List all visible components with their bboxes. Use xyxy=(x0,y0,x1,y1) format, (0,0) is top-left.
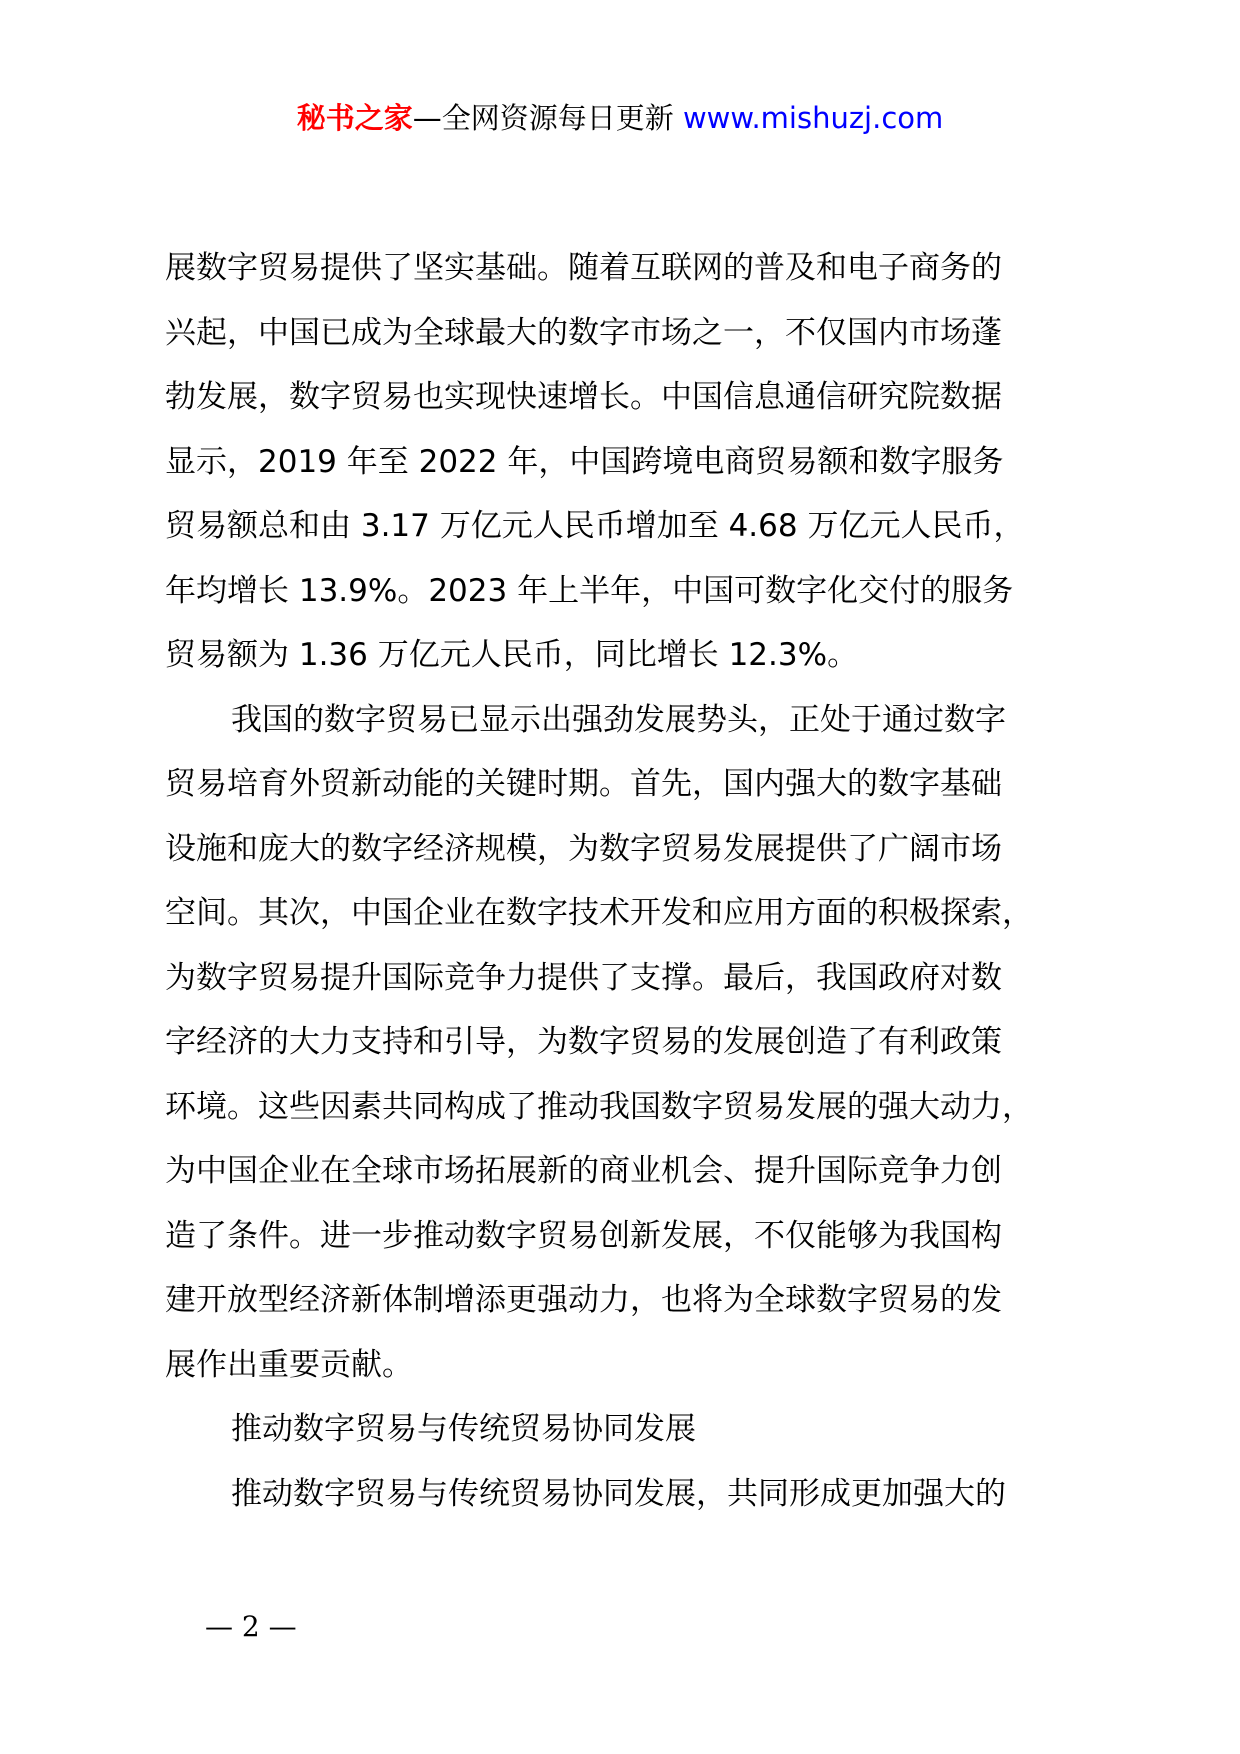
text-line: 显示，2019 年至 2022 年，中国跨境电商贸易额和数字服务 xyxy=(165,443,1004,480)
text-line: 推动数字贸易与传统贸易协同发展，共同形成更加强大的 xyxy=(231,1475,1006,1512)
text-line: 我国的数字贸易已显示出强劲发展势头，正处于通过数字 xyxy=(231,701,1006,738)
text-line: 展作出重要贡献。 xyxy=(165,1346,413,1383)
brand-name: 秘书之家 xyxy=(296,101,413,135)
page-header xyxy=(0,98,1240,138)
site-url-link[interactable]: www.mishuzj.com xyxy=(682,101,944,135)
text-line: 贸易额为 1.36 万亿元人民币，同比增长 12.3%。 xyxy=(165,637,859,673)
text-line: 贸易额总和由 3.17 万亿元人民币增加至 4.68 万亿元人民币， xyxy=(165,508,1025,544)
text-line: 环境。这些因素共同构成了推动我国数字贸易发展的强大动力， xyxy=(165,1088,1033,1125)
text-line: 建开放型经济新体制增添更强动力，也将为全球数字贸易的发 xyxy=(165,1282,1002,1318)
text-line: 年均增长 13.9%。2023 年上半年，中国可数字化交付的服务 xyxy=(165,572,1014,609)
text-line: 字经济的大力支持和引导，为数字贸易的发展创造了有利政策 xyxy=(165,1024,1002,1060)
text-line: 为中国企业在全球市场拓展新的商业机会、提升国际竞争力创 xyxy=(165,1153,1002,1189)
header-tagline: —全网资源每日更新 xyxy=(412,101,683,135)
document-body xyxy=(165,236,1125,1526)
page-number: — 2 — xyxy=(205,1610,297,1643)
text-line: 设施和庞大的数字经济规模，为数字贸易发展提供了广阔市场 xyxy=(165,830,1002,867)
text-line: 空间。其次，中国企业在数字技术开发和应用方面的积极探索， xyxy=(165,895,1033,931)
section-heading: 推动数字贸易与传统贸易协同发展 xyxy=(231,1411,696,1447)
text-line: 勃发展，数字贸易也实现快速增长。中国信息通信研究院数据 xyxy=(165,379,1002,415)
text-line: 兴起，中国已成为全球最大的数字市场之一，不仅国内市场蓬 xyxy=(165,314,1002,351)
text-line: 贸易培育外贸新动能的关键时期。首先，国内强大的数字基础 xyxy=(165,766,1002,802)
text-line: 为数字贸易提升国际竞争力提供了支撑。最后，我国政府对数 xyxy=(165,959,1002,996)
text-line: 造了条件。进一步推动数字贸易创新发展，不仅能够为我国构 xyxy=(165,1217,1002,1254)
text-line: 展数字贸易提供了坚实基础。随着互联网的普及和电子商务的 xyxy=(165,250,1002,286)
